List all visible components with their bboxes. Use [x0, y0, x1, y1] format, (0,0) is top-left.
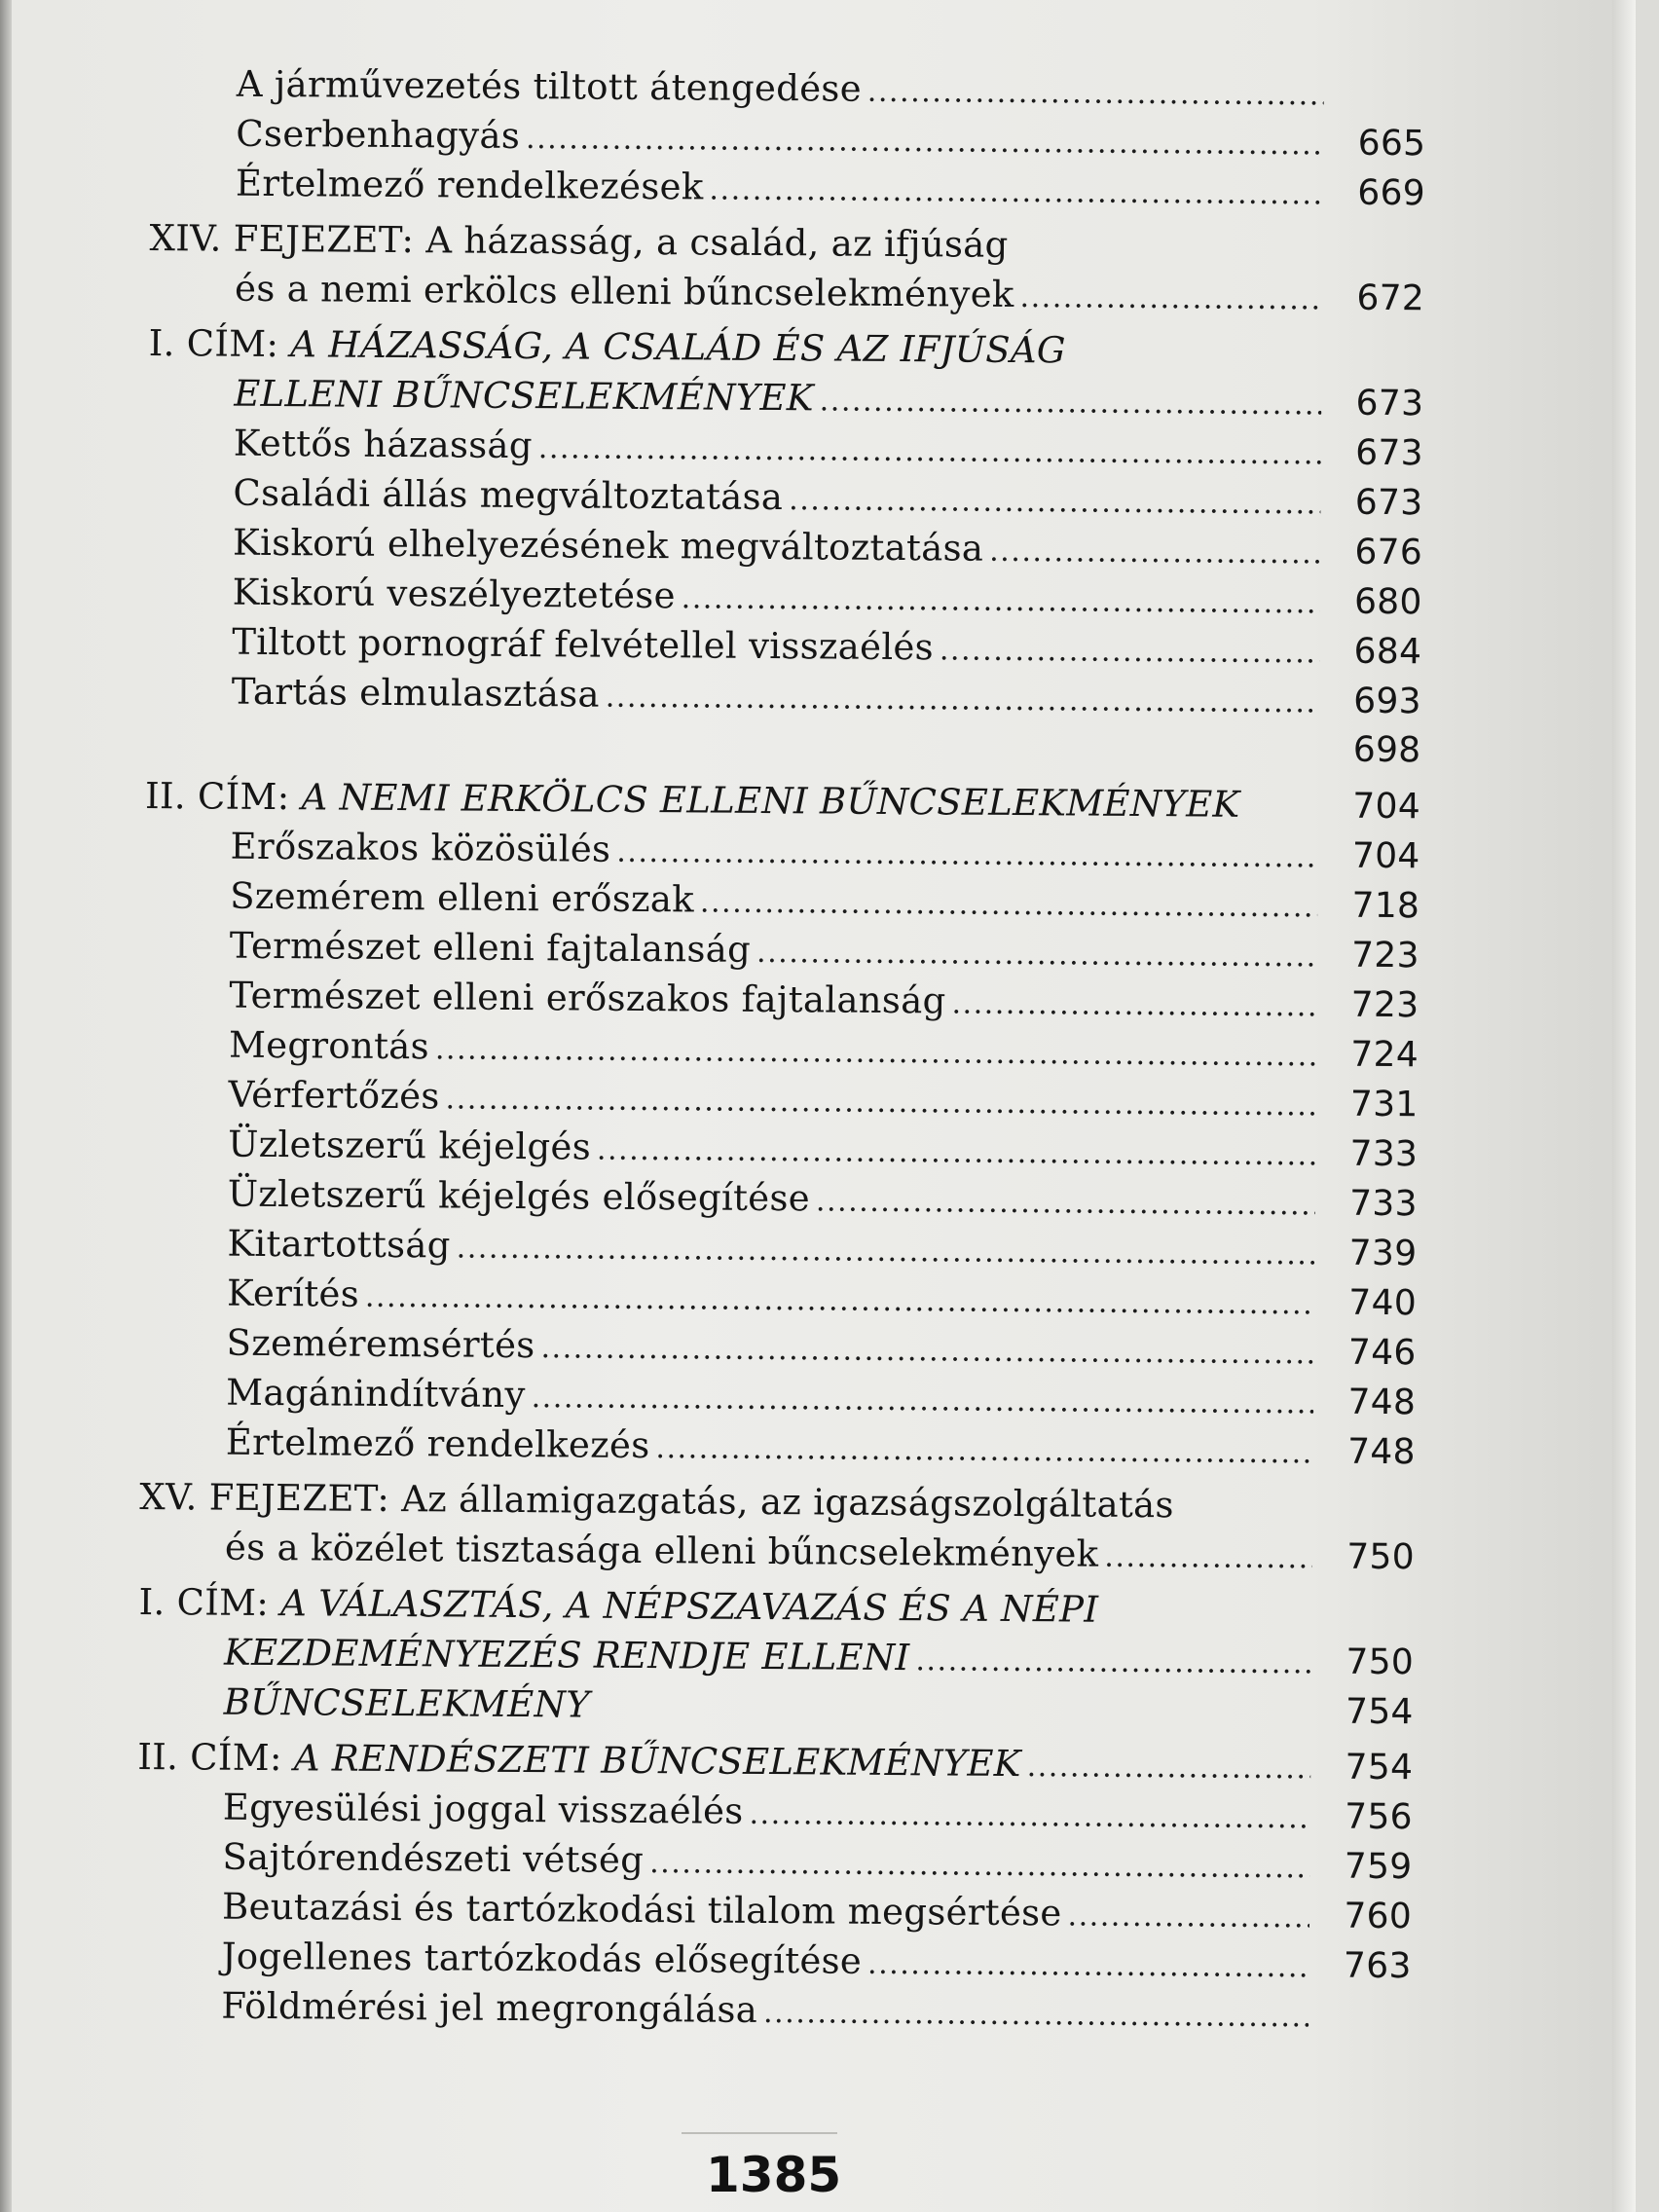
toc-page-number: 684: [1353, 631, 1422, 673]
toc-page-number: 748: [1347, 1382, 1417, 1423]
dot-leader: [816, 1173, 1315, 1230]
toc-prefix: I. CÍM:: [148, 321, 291, 366]
dot-leader: [940, 622, 1320, 678]
toc-page-number: 763: [1343, 1945, 1412, 1987]
toc-chapter: [149, 213, 1425, 322]
toc-page-number: 748: [1347, 1431, 1416, 1473]
toc-title: Üzletszerű kéjelgés elősegítése: [227, 1172, 811, 1220]
dot-leader: [951, 976, 1316, 1031]
toc-page-number: 673: [1355, 432, 1424, 474]
toc-title: Tartás elmulasztása: [231, 670, 600, 716]
toc-line: [139, 1522, 1415, 1581]
toc-page-number: 746: [1347, 1332, 1417, 1374]
dot-leader: [915, 1633, 1311, 1688]
toc-line: [140, 1417, 1416, 1476]
toc-title: ELLENI BŰNCSELEKMÉNYEK: [234, 372, 814, 420]
dot-leader: [682, 571, 1320, 628]
toc-title: Kiskorú veszélyeztetése: [232, 571, 676, 617]
toc-title: Családi állás megváltoztatása: [233, 471, 784, 519]
toc-chapter: [139, 1472, 1416, 1581]
toc-prefix: II. CÍM:: [137, 1735, 294, 1780]
toc-section: [138, 1577, 1415, 1736]
toc-page-number: 698: [1352, 729, 1421, 771]
toc-page-number: 723: [1350, 984, 1419, 1026]
dot-leader: [1019, 270, 1322, 324]
dot-leader: [700, 874, 1318, 932]
toc-title: Értelmező rendelkezések: [235, 162, 704, 208]
toc-title: A járművezetés tiltott átengedése: [236, 62, 863, 110]
toc-entry: [145, 716, 1420, 775]
toc-page-number: 669: [1357, 172, 1426, 214]
toc-page-number: 724: [1350, 1034, 1419, 1076]
toc-page-number: 680: [1353, 581, 1422, 623]
toc-section: [148, 318, 1424, 427]
toc-page-number: 731: [1349, 1084, 1419, 1125]
toc-page-number: 750: [1346, 1641, 1415, 1683]
toc-page-number: 718: [1351, 885, 1420, 927]
dot-leader: [756, 925, 1317, 982]
spacer: [590, 1717, 1321, 1723]
toc-title: Erőszakos közösülés: [230, 825, 611, 870]
toc-title: Üzletszerű kéjelgés: [228, 1123, 592, 1168]
toc-page-number: 754: [1345, 1691, 1414, 1733]
toc-prefix: XIV. FEJEZET:: [149, 216, 426, 262]
toc-title: A VÁLASZTÁS, A NÉPSZAVAZÁS ÉS A NÉPI: [279, 1582, 1099, 1631]
toc-title: A házasság, a család, az ifjúság: [425, 219, 1009, 266]
dot-leader: [649, 1835, 1310, 1893]
toc-title: Földmérési jel megrongálása: [221, 1984, 758, 2031]
dot-leader: [597, 1123, 1316, 1181]
toc-title: Sajtórendészeti vétség: [222, 1835, 645, 1882]
dot-leader: [989, 524, 1320, 579]
toc-prefix: II. CÍM:: [144, 774, 302, 819]
toc-title: Vérfertőzés: [228, 1073, 440, 1118]
toc-title: Természet elleni erőszakos fajtalanság: [229, 974, 946, 1022]
toc-page-number: 673: [1354, 482, 1423, 524]
toc-title: A HÁZASSÁG, A CSALÁD ÉS AZ IFJÚSÁG: [290, 323, 1066, 372]
toc-page-number: 704: [1352, 786, 1421, 828]
page-number-footer: 1385: [706, 2147, 842, 2203]
toc-title: Egyesülési joggal visszaélés: [222, 1786, 744, 1832]
toc-title: Kitartottság: [227, 1222, 451, 1267]
dot-leader: [616, 825, 1318, 883]
toc-line: [149, 263, 1424, 322]
dot-leader: [749, 1787, 1310, 1844]
toc-title: és a közélet tisztasága elleni bűncselekmények: [224, 1526, 1099, 1575]
toc-page-number: 754: [1345, 1747, 1414, 1788]
toc-title: Magánindítvány: [226, 1371, 526, 1417]
dot-leader: [789, 472, 1321, 529]
toc-title: Szemérem elleni erőszak: [230, 874, 695, 921]
toc-page-number: 723: [1351, 935, 1419, 977]
toc-title: A NEMI ERKÖLCS ELLENI BŰNCSELEKMÉNYEK: [301, 776, 1240, 826]
toc-page-number: 760: [1344, 1896, 1413, 1937]
dot-leader: [867, 64, 1324, 121]
toc-page-number: 676: [1354, 532, 1423, 573]
dot-leader: [1067, 1888, 1309, 1942]
dot-leader: [763, 1985, 1309, 2042]
toc-entry: [150, 158, 1425, 217]
table-of-contents: [135, 58, 1426, 2040]
toc-page-number: [1334, 105, 1426, 106]
toc-page-number: 733: [1349, 1183, 1418, 1225]
spacer: [1239, 817, 1328, 818]
dot-leader: [709, 163, 1323, 220]
toc-page-number: 673: [1355, 383, 1424, 424]
footer-divider: [682, 2132, 837, 2134]
toc-title: Kerítés: [226, 1272, 360, 1315]
dot-leader: [867, 1936, 1309, 1993]
toc-title: Az államigazgatás, az igazságszolgáltatás: [401, 1478, 1174, 1527]
toc-page-number: 693: [1353, 681, 1422, 722]
book-spine-shadow: [0, 0, 12, 2212]
dot-leader: [1026, 1739, 1310, 1793]
toc-title: Jogellenes tartózkodás elősegítése: [221, 1935, 863, 1982]
toc-title: Beutazási és tartózkodási tilalom megsértése: [221, 1885, 1062, 1935]
toc-title: Természet elleni fajtalanság: [229, 924, 752, 971]
toc-title: Tiltott pornográf felvétellel visszaélés: [232, 620, 935, 669]
toc-title: Értelmező rendelkezés: [225, 1420, 650, 1467]
toc-title: Megrontás: [228, 1023, 430, 1068]
toc-title: Kettős házasság: [233, 422, 534, 467]
toc-line: [150, 158, 1425, 217]
toc-title: A RENDÉSZETI BŰNCSELEKMÉNYEK: [293, 1737, 1021, 1786]
toc-prefix: XV. FEJEZET:: [139, 1475, 402, 1521]
toc-page-number: 739: [1348, 1233, 1418, 1274]
toc-title: Cserbenhagyás: [236, 112, 521, 157]
toc-line: [135, 1980, 1411, 2040]
toc-entry: [135, 1980, 1411, 2040]
toc-title: Szeméremsértés: [226, 1321, 535, 1367]
toc-prefix: I. CÍM:: [138, 1580, 281, 1625]
toc-page-number: [1318, 2026, 1411, 2027]
toc-title: KEZDEMÉNYEZÉS RENDJE ELLENI: [223, 1631, 910, 1679]
spacer: [231, 753, 1328, 761]
toc-page-number: 759: [1344, 1846, 1413, 1888]
dot-leader: [1104, 1530, 1312, 1584]
toc-title: BŰNCSELEKMÉNY: [223, 1680, 591, 1726]
toc-title: Kiskorú elhelyezésének megváltoztatása: [232, 521, 984, 570]
toc-page-number: 750: [1346, 1536, 1416, 1578]
toc-title: és a nemi erkölcs elleni bűncselekmények: [234, 267, 1014, 315]
dot-leader: [606, 670, 1319, 728]
toc-page-number: 672: [1356, 277, 1425, 319]
dot-leader: [820, 373, 1322, 429]
toc-line: [145, 716, 1420, 775]
toc-entry: [140, 1417, 1416, 1476]
page-edge: [1612, 0, 1636, 2212]
toc-page-number: 733: [1349, 1133, 1419, 1175]
toc-page-number: 740: [1348, 1282, 1418, 1324]
toc-page-number: 756: [1345, 1796, 1414, 1838]
dot-leader: [655, 1420, 1313, 1478]
toc-page-number: 665: [1357, 123, 1426, 165]
toc-page-number: 704: [1351, 835, 1420, 877]
